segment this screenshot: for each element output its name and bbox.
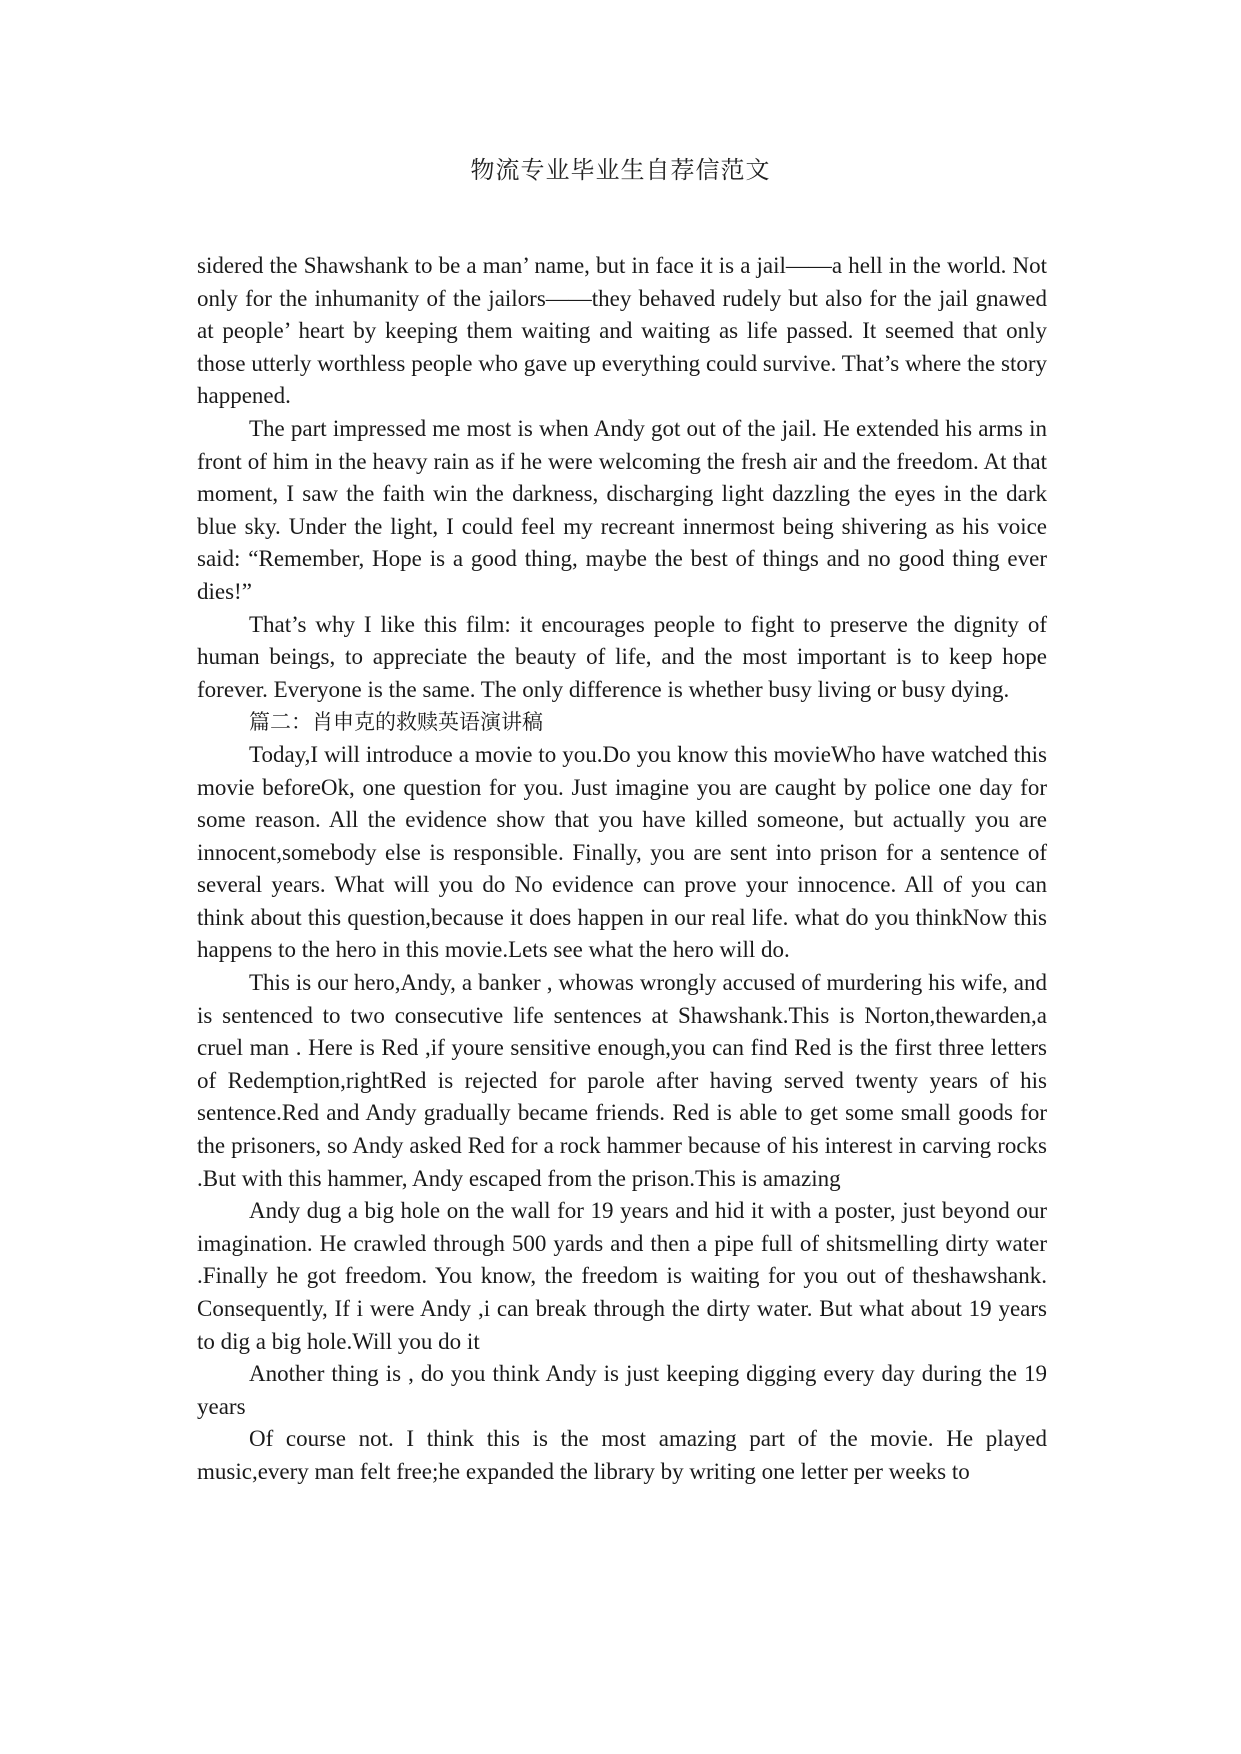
paragraph: Another thing is , do you think Andy is just keeping digging every day during the 19 years: [197, 1361, 1047, 1419]
document-title: 物流专业毕业生自荐信范文: [470, 156, 771, 184]
paragraph: That’s why I like this film: it encourages people to fight to preserve the dignity of human beings, to appreciate the beauty of life, and the most important is to keep hope forever. Everyone is the same. The only difference is whether busy living or busy dying.: [197, 611, 1047, 702]
paragraph: Andy dug a big hole on the wall for 19 years and hid it with a poster, just beyond our imagination. He crawled through 500 yards and then a pipe full of shitsmelling dirty water .Finally he got freedom. You know, the freedom is waiting for you out of theshawshank. Consequently, If i were Andy ,i can break through the dirty water. But what about 19 years to dig a big hole.Will you do it: [197, 1198, 1047, 1354]
document-body: [197, 250, 1047, 1489]
paragraph: Of course not. I think this is the most amazing part of the movie. He played music,every man felt free;he expanded the library by writing one letter per weeks to: [197, 1426, 1047, 1484]
paragraph: This is our hero,Andy, a banker , whowas wrongly accused of murdering his wife, and is sentenced to two consecutive life sentences at Shawshank.This is Norton,thewarden,a cruel man . Here is Red ,if youre sensitive enough,you can find Red is the first three letters of Redemption,rightRed is rejected for parole after having served twenty years of his sentence.Red and Andy gradually became friends. Red is able to get some small goods for the prisoners, so Andy asked Red for a rock hammer because of his interest in carving rocks .But with this hammer, Andy escaped from the prison.This is amazing: [197, 970, 1047, 1191]
paragraph: sidered the Shawshank to be a man’ name, but in face it is a jail——a hell in the world. Not only for the inhumanity of the jailors——they behaved rudely but also for the jail gnawed at people’ heart by keeping them waiting and waiting as life passed. It seemed that only those utterly worthless people who gave up everything could survive. That’s where the story happened.: [197, 253, 1047, 409]
paragraph: The part impressed me most is when Andy got out of the jail. He extended his arms in front of him in the heavy rain as if he were welcoming the fresh air and the freedom. At that moment, I saw the faith win the darkness, discharging light dazzling the eyes in the dark blue sky. Under the light, I could feel my recreant innermost being shivering as his voice said: “Remember, Hope is a good thing, maybe the best of things and no good thing ever dies!”: [197, 415, 1047, 604]
section-heading: 篇二：肖申克的救赎英语演讲稿: [249, 710, 543, 735]
paragraph: Today,I will introduce a movie to you.Do you know this movieWho have watched this movie beforeOk, one question for you. Just imagine you are caught by police one day for some reason. All the evidence show that you have killed someone, but actually you are innocent,somebody else is responsible. Finally, you are sent into prison for a sentence of several years. What will you do No evidence can prove your innocence. All of you can think about this question,because it does happen in our real life. what do you thinkNow this happens to the hero in this movie.Lets see what the hero will do.: [197, 741, 1047, 963]
